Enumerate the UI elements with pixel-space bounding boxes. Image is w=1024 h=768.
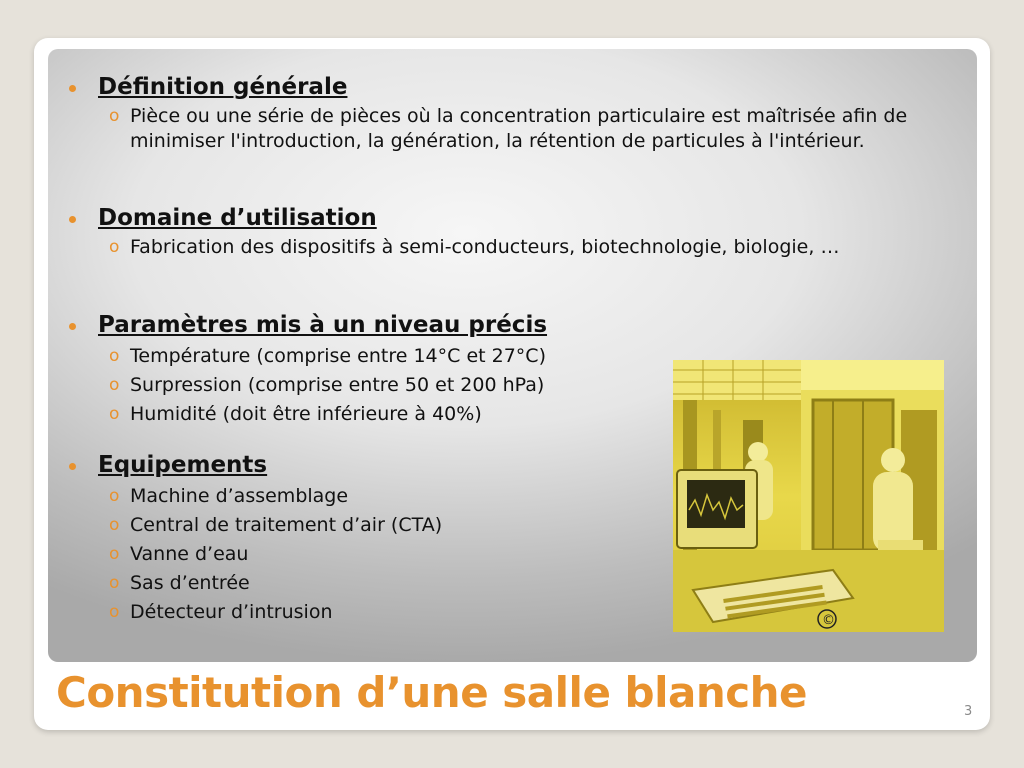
list-item-text: Surpression (comprise entre 50 et 200 hPa) — [130, 374, 545, 396]
list-item-text: Humidité (doit être inférieure à 40%) — [130, 403, 482, 425]
list-item-text: Machine d’assemblage — [130, 485, 349, 507]
circle-bullet-icon: o — [109, 515, 120, 535]
list-item-text: Sas d’entrée — [130, 572, 250, 594]
circle-bullet-icon: o — [109, 237, 120, 257]
list-item — [48, 104, 948, 154]
list-item-text: Pièce ou une série de pièces où la concentration particulaire est maîtrisée afin de minimiser l'introduction, la génération, la rétention de particules à l'intérieur. — [130, 105, 908, 152]
circle-bullet-icon: o — [109, 346, 120, 366]
circle-bullet-icon: o — [109, 573, 120, 593]
section-domaine — [48, 205, 948, 260]
list-item-text: Détecteur d’intrusion — [130, 601, 333, 623]
list-item-text: Vanne d’eau — [130, 543, 249, 565]
circle-bullet-icon: o — [109, 602, 120, 622]
section-heading: Equipements — [98, 452, 268, 478]
list-item — [48, 235, 948, 260]
circle-bullet-icon: o — [109, 544, 120, 564]
bullet-dot-icon — [69, 323, 76, 330]
page-number: 3 — [964, 704, 973, 719]
bullet-dot-icon — [69, 463, 76, 470]
circle-bullet-icon: o — [109, 486, 120, 506]
section-definition — [48, 74, 948, 154]
list-item-text: Fabrication des dispositifs à semi-conducteurs, biotechnologie, biologie, … — [130, 236, 840, 258]
cleanroom-photo — [673, 360, 944, 632]
copyright-mark: © — [822, 613, 835, 628]
slide-title: Constitution d’une salle blanche — [56, 668, 808, 717]
circle-bullet-icon: o — [109, 106, 120, 126]
bullet-dot-icon — [69, 85, 76, 92]
bullet-dot-icon — [69, 216, 76, 223]
list-item-text: Central de traitement d’air (CTA) — [130, 514, 443, 536]
content-panel — [48, 49, 977, 662]
list-item-text: Température (comprise entre 14°C et 27°C) — [130, 345, 546, 367]
section-heading: Définition générale — [98, 74, 348, 100]
slide — [34, 38, 990, 730]
circle-bullet-icon: o — [109, 404, 120, 424]
section-heading: Paramètres mis à un niveau précis — [98, 312, 548, 338]
circle-bullet-icon: o — [109, 375, 120, 395]
section-heading: Domaine d’utilisation — [98, 205, 377, 231]
cleanroom-photo-icon — [673, 360, 944, 632]
